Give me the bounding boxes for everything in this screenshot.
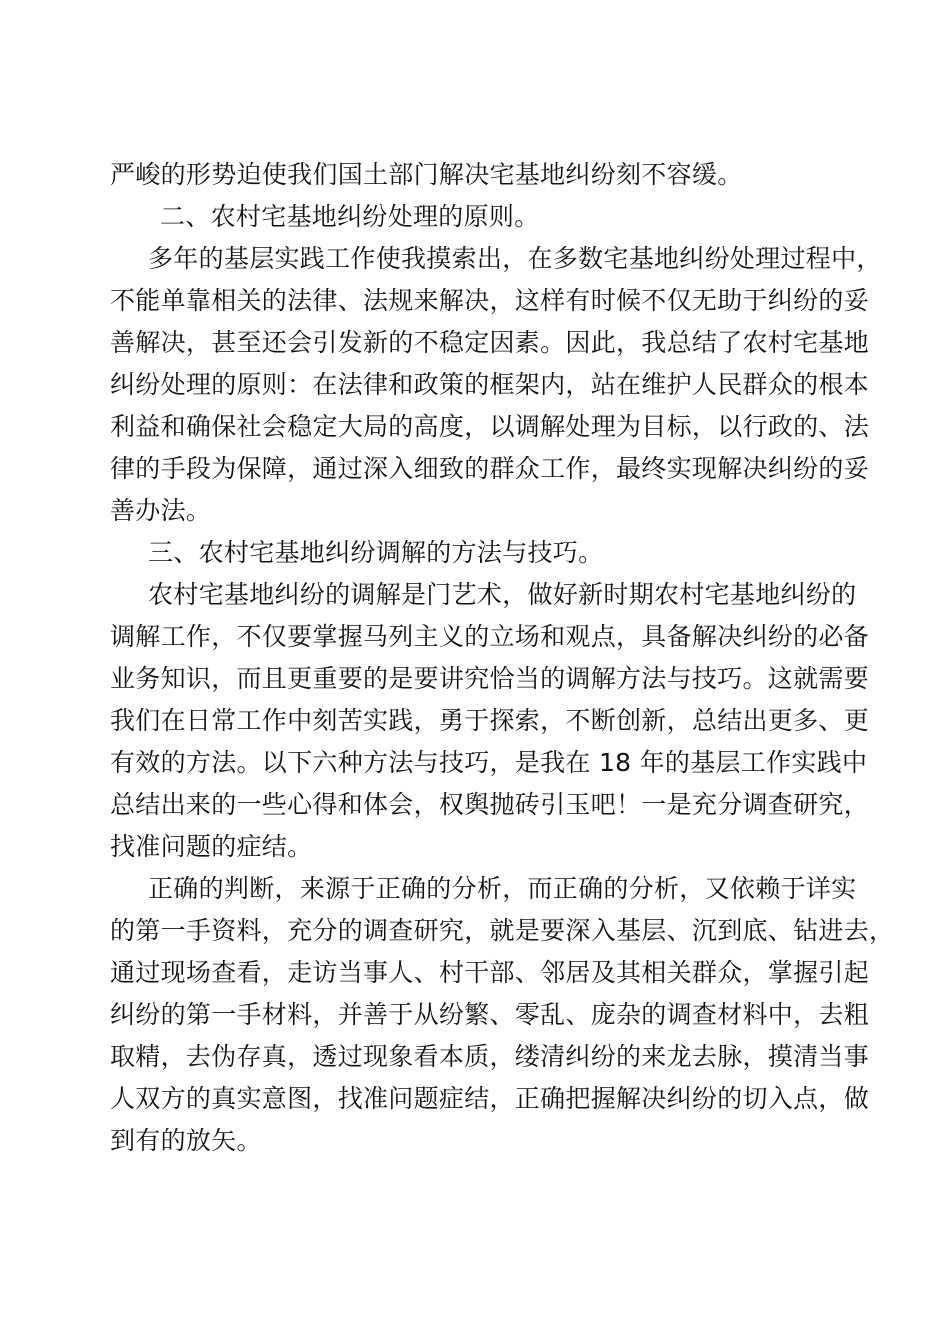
text-line: 有效的方法。以下六种方法与技巧，是我在 18 年的基层工作实践中 [110,748,868,777]
text-line: 善解决，甚至还会引发新的不稳定因素。因此，我总结了农村宅基地 [110,328,870,357]
text-line: 利益和确保社会稳定大局的高度，以调解处理为目标，以行政的、法 [110,412,870,441]
text-line: 律的手段为保障，通过深入细致的群众工作，最终实现解决纠纷的妥 [110,454,870,483]
text-line: 找准问题的症结。 [110,832,313,861]
text-line: 的第一手资料，充分的调查研究，就是要深入基层、沉到底、钻进去， [110,916,895,945]
text-line: 纠纷的第一手材料，并善于从纷繁、零乱、庞杂的调查材料中，去粗 [110,1000,870,1029]
text-line: 多年的基层实践工作使我摸索出，在多数宅基地纠纷处理过程中， [148,244,882,273]
text-line: 严峻的形势迫使我们国土部门解决宅基地纠纷刻不容缓。 [110,160,743,189]
text-line: 正确的判断，来源于正确的分析，而正确的分析，又依赖于详实 [148,874,857,903]
section-heading: 三、农村宅基地纠纷调解的方法与技巧。 [148,538,604,567]
section-heading: 二、农村宅基地纠纷处理的原则。 [160,202,540,231]
text-line: 业务知识，而且更重要的是要讲究恰当的调解方法与技巧。这就需要 [110,664,870,693]
text-line: 善办法。 [110,496,212,525]
text-line: 总结出来的一些心得和体会，权舆抛砖引玉吧！一是充分调查研究， [110,790,870,819]
text-line: 通过现场查看，走访当事人、村干部、邻居及其相关群众，掌握引起 [110,958,870,987]
text-line: 纠纷处理的原则：在法律和政策的框架内，站在维护人民群众的根本 [110,370,870,399]
text-line: 不能单靠相关的法律、法规来解决，这样有时候不仅无助于纠纷的妥 [110,286,870,315]
text-line: 调解工作，不仅要掌握马列主义的立场和观点，具备解决纠纷的必备 [110,622,870,651]
text-line: 我们在日常工作中刻苦实践，勇于探索，不断创新，总结出更多、更 [110,706,870,735]
text-line: 农村宅基地纠纷的调解是门艺术，做好新时期农村宅基地纠纷的 [148,580,857,609]
text-line: 到有的放矢。 [110,1126,262,1155]
text-line: 人双方的真实意图，找准问题症结，正确把握解决纠纷的切入点，做 [110,1084,870,1113]
text-line: 取精，去伪存真，透过现象看本质，缕清纠纷的来龙去脉，摸清当事 [110,1042,870,1071]
